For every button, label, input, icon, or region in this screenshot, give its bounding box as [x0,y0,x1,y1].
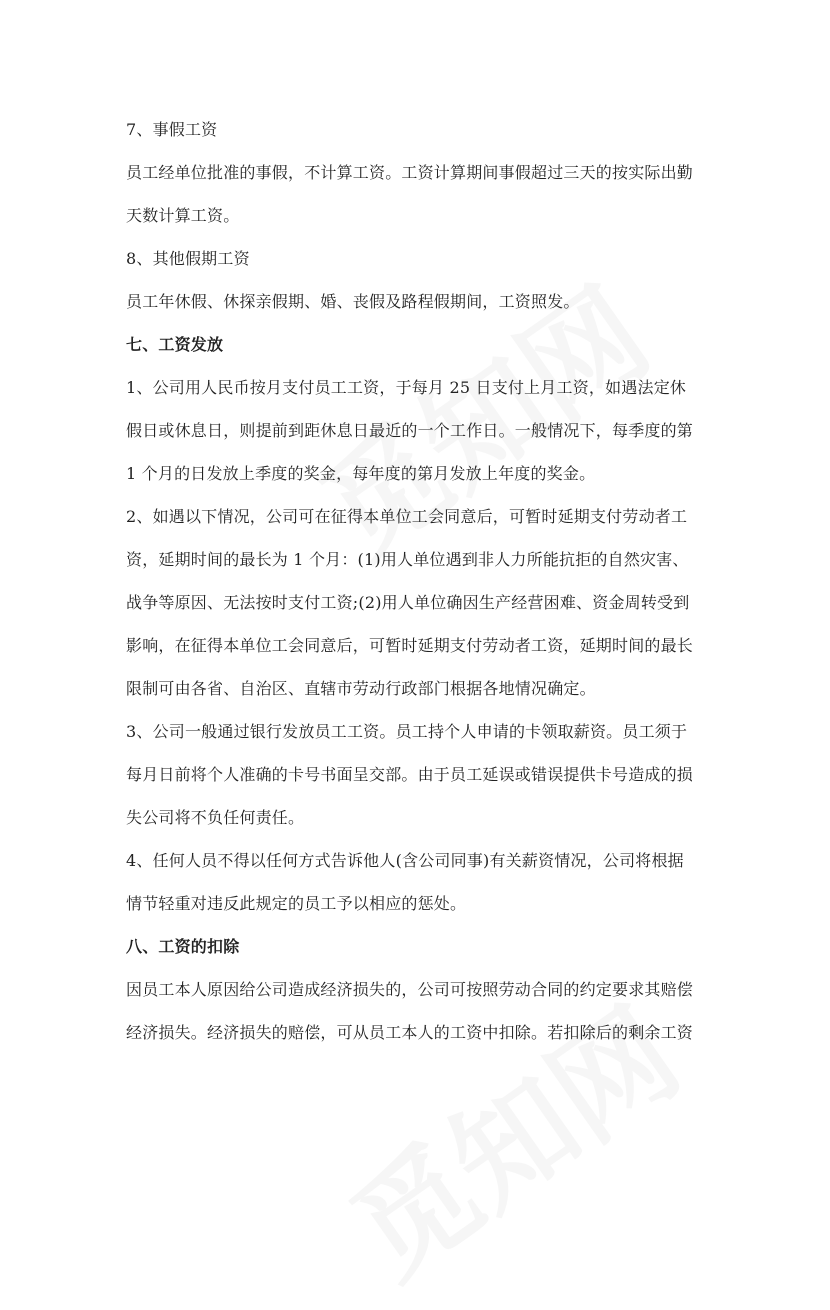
paragraph-line: 天数计算工资。 [126,206,240,225]
paragraph-line: 假日或休息日，则提前到距休息日最近的一个工作日。一般情况下，每季度的第 [126,421,694,440]
paragraph-line: 2、如遇以下情况，公司可在征得本单位工会同意后，可暂时延期支付劳动者工 [126,507,688,526]
paragraph-line: 员工年休假、休探亲假期、婚、丧假及路程假期间，工资照发。 [126,292,580,311]
paragraph-line: 1、公司用人民币按月支付员工工资，于每月 25 日支付上月工资，如遇法定休 [126,378,687,397]
document-body [126,108,716,1054]
paragraph-line: 情节轻重对违反此规定的员工予以相应的惩处。 [126,894,467,913]
paragraph-line: 限制可由各省、自治区、直辖市劳动行政部门根据各地情况确定。 [126,679,596,698]
paragraph-line: 失公司将不负任何责任。 [126,808,305,827]
paragraph-line: 1 个月的日发放上季度的奖金，每年度的第月发放上年度的奖金。 [126,464,596,483]
paragraph-line: 员工经单位批准的事假，不计算工资。工资计算期间事假超过三天的按实际出勤 [126,163,694,182]
paragraph-line: 战争等原因、无法按时支付工资;(2)用人单位确因生产经营困难、资金周转受到 [126,593,690,612]
paragraph-line: 3、公司一般通过银行发放员工工资。员工持个人申请的卡领取薪资。员工须于 [126,722,688,741]
paragraph-line: 4、任何人员不得以任何方式告诉他人(含公司同事)有关薪资情况，公司将根据 [126,851,684,870]
paragraph-line: 每月日前将个人准确的卡号书面呈交部。由于员工延误或错误提供卡号造成的损 [126,765,694,784]
paragraph-line: 经济损失。经济损失的赔偿，可从员工本人的工资中扣除。若扣除后的剩余工资 [126,1023,694,1042]
paragraph-line: 因员工本人原因给公司造成经济损失的，公司可按照劳动合同的约定要求其赔偿 [126,980,694,999]
paragraph-line: 7、事假工资 [126,120,218,139]
paragraph-line: 影响，在征得本单位工会同意后，可暂时延期支付劳动者工资，延期时间的最长 [126,636,694,655]
paragraph-line: 8、其他假期工资 [126,249,250,268]
section-heading: 八、工资的扣除 [126,937,240,956]
paragraph-line: 资，延期时间的最长为 1 个月：(1)用人单位遇到非人力所能抗拒的自然灾害、 [126,550,689,569]
section-heading: 七、工资发放 [126,335,224,354]
